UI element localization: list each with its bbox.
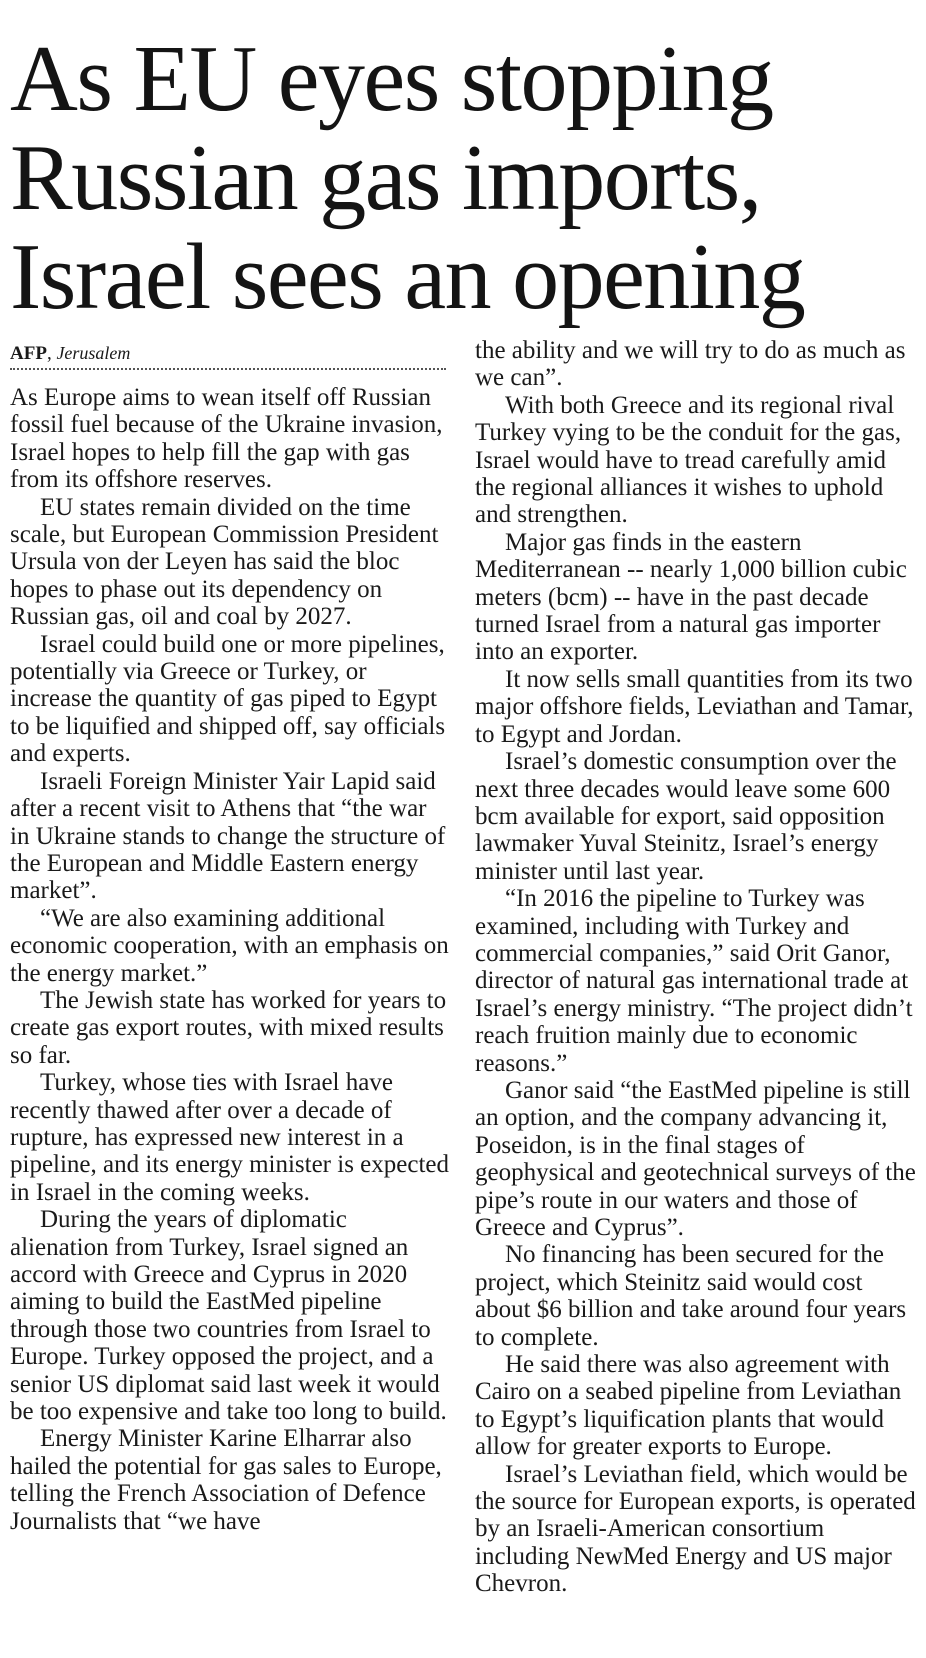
article-column-left xyxy=(10,340,450,1535)
article-paragraph: Energy Minister Karine Elharrar also hailed the potential for gas sales to Europe, telling the French Association of Defence Journalists that “we have xyxy=(10,1425,442,1535)
byline-agency: AFP xyxy=(10,343,47,364)
article-paragraph: Israeli Foreign Minister Yair Lapid said after a recent visit to Athens that “the war in Ukraine stands to change the structure of the European and Middle Eastern energy market”. xyxy=(10,767,446,905)
article-paragraph-continued: the ability and we will try to do as much as we can”. xyxy=(475,337,906,392)
article-paragraph: It now sells small quantities from its two major offshore fields, Leviathan and Tamar, to Egypt and Jordan. xyxy=(475,665,914,748)
article-paragraph: With both Greece and its regional rival Turkey vying to be the conduit for the gas, Israel would have to tread carefully amid the regional alliances it wishes to uphold and strengthen. xyxy=(475,391,902,529)
article-paragraph: Turkey, whose ties with Israel have recently thawed after over a decade of rupture, has expressed new interest in a pipeline, and its energy minister is expected in Israel in the coming weeks. xyxy=(10,1069,450,1206)
article-paragraph: Israel’s domestic consumption over the next three decades would leave some 600 bcm available for export, said opposition lawmaker Yuval Steinitz, Israel’s energy minister until last year. xyxy=(475,748,897,885)
article-column-right xyxy=(475,337,919,1598)
article-paragraph: As Europe aims to wean itself off Russian fossil fuel because of the Ukraine invasion, Israel hopes to help fill the gap with gas from its offshore reserves. xyxy=(10,384,443,494)
article-paragraph: Ganor said “the EastMed pipeline is still an option, and the company advancing it, Poseidon, is in the final stages of geophysical and geotechnical surveys of the pipe’s route in our waters and those of Greece and Cyprus”. xyxy=(475,1076,916,1241)
headline: As EU eyes stopping Russian gas imports, Israel sees an opening xyxy=(10,27,805,329)
article-paragraph: Israel’s Leviathan field, which would be the source for European exports, is operated by an Israeli-American consortium including NewMed Energy and US major Chevron. xyxy=(475,1460,916,1598)
article-paragraph: The Jewish state has worked for years to create gas export routes, with mixed results so far. xyxy=(10,986,447,1069)
article-paragraph: “We are also examining additional economic cooperation, with an emphasis on the energy market.” xyxy=(10,904,449,987)
article-paragraph: EU states remain divided on the time scale, but European Commission President Ursula von der Leyen has said the bloc hopes to phase out its dependency on Russian gas, oil and coal by 2027. xyxy=(10,493,439,631)
byline xyxy=(10,340,446,370)
article-paragraph: No financing has been secured for the project, which Steinitz said would cost about $6 billion and take around four years to complete. xyxy=(475,1241,907,1351)
article-paragraph: “In 2016 the pipeline to Turkey was examined, including with Turkey and commercial companies,” said Orit Ganor, director of natural gas international trade at Israel’s energy ministry. “The project didn’t reach fruition mainly due to economic reasons.” xyxy=(475,885,913,1077)
byline-location: Jerusalem xyxy=(56,343,131,363)
article-paragraph: Major gas finds in the eastern Mediterranean -- nearly 1,000 billion cubic meters (bcm) -- have in the past decade turned Israel from a natural gas importer into an exporter. xyxy=(475,528,907,666)
article-paragraph: Israel could build one or more pipelines, potentially via Greece or Turkey, or increase the quantity of gas piped to Egypt to be liquified and shipped off, say officials and experts. xyxy=(10,630,446,768)
article-paragraph: He said there was also agreement with Cairo on a seabed pipeline from Leviathan to Egypt’s liquification plants that would allow for greater exports to Europe. xyxy=(475,1351,902,1461)
article-paragraph: During the years of diplomatic alienation from Turkey, Israel signed an accord with Greece and Cyprus in 2020 aiming to build the EastMed pipeline through those two countries from Israel to Europe. Turkey opposed the project, and a senior US diplomat said last week it would be too expensive and take too long to build. xyxy=(10,1206,447,1426)
byline-separator: , xyxy=(46,343,57,364)
